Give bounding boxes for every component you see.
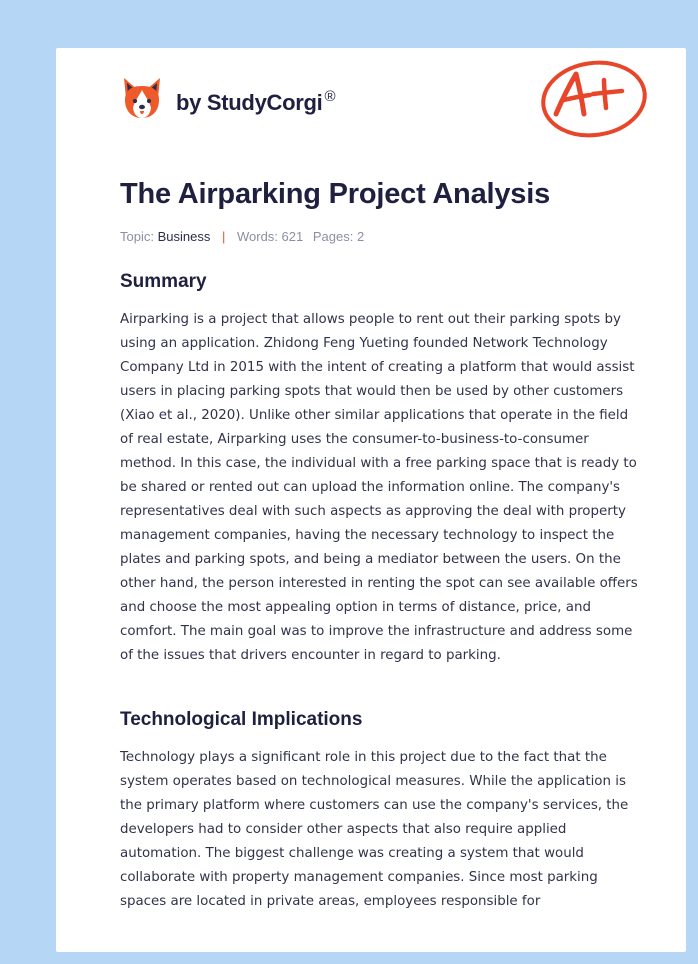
topic-label: Topic:: [120, 229, 154, 244]
section-body-technological-implications: Technology plays a significant role in this project due to the fact that the system operates based on technological measures. While the application is the primary platform where customers can use the company's services, the developers had to consider other aspects that also require applied automation. The biggest challenge was creating a system that would collaborate with property management companies. Since most parking spaces are located in private areas, employees responsible for: [120, 750, 629, 909]
topic-value[interactable]: Business: [157, 229, 211, 244]
section-heading-summary: Summary: [120, 271, 207, 292]
page-title: The Airparking Project Analysis: [120, 178, 551, 210]
document-meta: [120, 229, 364, 244]
page-bottom-edge: [56, 952, 686, 964]
section-body-summary: Airparking is a project that allows people to rent out their parking spots by using an application. Zhidong Feng Yueting founded Network Technology Company Ltd in 2015 with the intent of creating a platform that would assist users in placing parking spots that would then be used by other customers (Xiao et al., 2020). Unlike other similar applications that operate in the field of real estate, Airparking uses the consumer-to-business-to-consumer method. In this case, the individual with a free parking space that is ready to be shared or rented out can upload the information online. The company's representatives deal with such aspects as approving the deal with property management companies, having the necessary technology to inspect the plates and parking spots, and being a mediator between the users. On the other hand, the person interested in renting the spot can see available offers and choose the most appealing option in terms of distance, price, and comfort. The main goal was to improve the infrastructure and address some of the issues that drivers encounter in regard to parking.: [120, 312, 638, 663]
pages-label: Pages:: [312, 229, 354, 244]
brand-name: by StudyCorgi ®: [176, 88, 336, 115]
section-heading-technological-implications: Technological Implications: [120, 709, 363, 730]
studycorgi-logo[interactable]: [122, 76, 335, 120]
grade-text: A+: [538, 58, 540, 59]
words-label: Words:: [236, 229, 278, 244]
words-value: 621: [281, 229, 304, 244]
meta-separator: |: [221, 229, 226, 244]
corgi-icon: [122, 76, 162, 120]
grade-a-plus-icon: [538, 58, 650, 140]
pages-value: 2: [356, 229, 365, 244]
document-sheet: [56, 48, 686, 952]
